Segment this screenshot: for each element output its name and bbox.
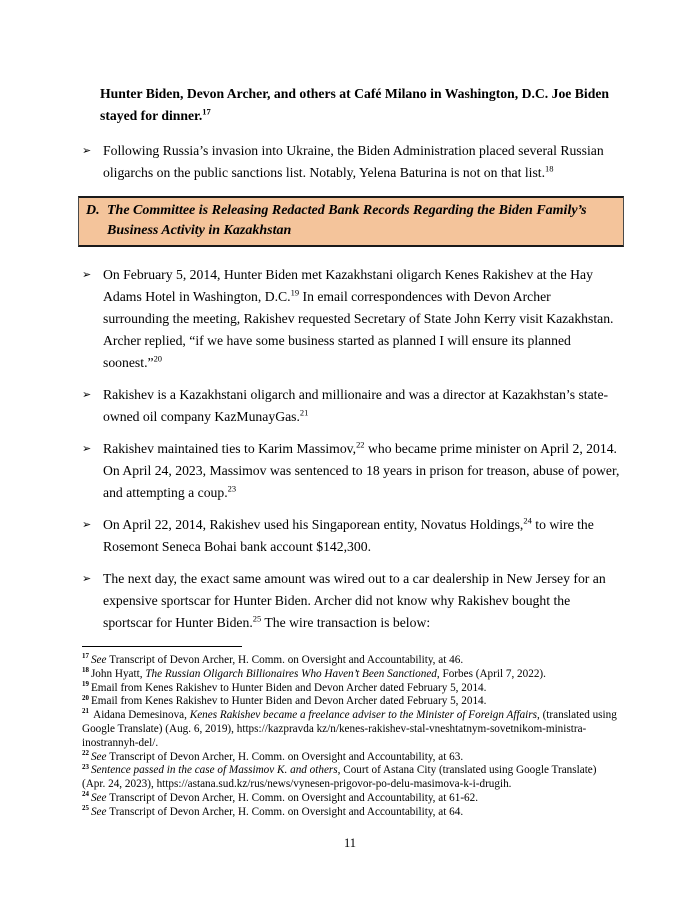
bullet-text: The next day, the exact same amount was wired out to a car dealership in New Jersey for an expensive sportscar for Hunter Biden. Archer did not know why Rakishev bought the sportscar for Hunter Biden.$^{25}$ The wire transaction is below: bbox=[103, 571, 606, 630]
footnote-item bbox=[82, 695, 622, 709]
section-header-label: D. bbox=[86, 203, 100, 218]
bullet-arrow-icon: ➢ bbox=[82, 572, 92, 585]
footnote-item bbox=[82, 668, 622, 682]
bullet-text: Rakishev is a Kazakhstani oligarch and millionaire and was a director at Kazakhstan’s state-owned oil company KazMunayGas.$^{21}$ bbox=[103, 387, 609, 424]
bullet-arrow-icon: ➢ bbox=[82, 388, 92, 401]
footnote-text: John Hyatt, The Russian Oligarch Billionaires Who Haven’t Been Sanctioned, Forbes (April 7, 2022). bbox=[90, 667, 546, 680]
bullet-text: On February 5, 2014, Hunter Biden met Kazakhstani oligarch Kenes Rakishev at the Hay Adams Hotel in Washington, D.C.$^{19}$ In email correspondences with Devon Archer surrounding the meeting, Rakishev requested Secretary of State John Kerry visit Kazakhstan. Archer replied, “if we have some business started as planned I will ensure its planned soonest.”$^{20}$ bbox=[103, 267, 614, 370]
footnote-number: 20 bbox=[82, 693, 89, 702]
lead-paragraph: Hunter Biden, Devon Archer, and others at Café Milano in Washington, D.C. Joe Biden stayed for dinner.$^{17}$ bbox=[100, 86, 610, 123]
main-bullet-list bbox=[82, 264, 620, 634]
bullet-arrow-icon: ➢ bbox=[82, 518, 92, 531]
footnote-text: Email from Kenes Rakishev to Hunter Biden and Devon Archer dated February 5, 2014. bbox=[90, 695, 487, 708]
footnote-separator bbox=[82, 646, 242, 647]
bullet-item bbox=[82, 140, 620, 184]
bullet-text: Following Russia’s invasion into Ukraine, the Biden Administration placed several Russian oligarchs on the public sanctions list. Notably, Yelena Baturina is not on that list.$^{18}$ bbox=[103, 143, 604, 180]
footnote-list bbox=[82, 654, 622, 820]
section-header bbox=[78, 196, 624, 247]
footnote-text: See Transcript of Devon Archer, H. Comm. on Oversight and Accountability, at 61-62. bbox=[90, 791, 479, 804]
bullet-arrow-icon: ➢ bbox=[82, 442, 92, 455]
footnote-item bbox=[82, 654, 622, 668]
page-number: 11 bbox=[343, 836, 357, 850]
footnote-text: See Transcript of Devon Archer, H. Comm. on Oversight and Accountability, at 63. bbox=[90, 750, 464, 763]
footnote-number: 18 bbox=[82, 666, 89, 675]
bullet-item bbox=[82, 264, 620, 374]
bullet-item bbox=[82, 568, 620, 634]
footnote-item bbox=[82, 679, 622, 696]
bullet-text: On April 22, 2014, Rakishev used his Singaporean entity, Novatus Holdings,$^{24}$ to wire the Rosemont Seneca Bohai bank account $142,300. bbox=[103, 515, 594, 554]
footnote-number: 23 bbox=[82, 762, 89, 771]
footnote-text: See Transcript of Devon Archer, H. Comm. on Oversight and Accountability, at 46. bbox=[90, 654, 464, 666]
footnote-item bbox=[82, 792, 622, 806]
footnote-number: 21 bbox=[82, 707, 89, 716]
bullet-item bbox=[82, 514, 620, 558]
footnote-item bbox=[82, 764, 622, 792]
footnote-item bbox=[82, 748, 622, 765]
document-body bbox=[82, 83, 620, 644]
footnote-number: 19 bbox=[82, 679, 89, 688]
intro-bullet-list bbox=[82, 140, 620, 184]
footnote-number: 24 bbox=[82, 790, 89, 799]
footnote-number: 22 bbox=[82, 748, 89, 757]
footnote-item bbox=[82, 806, 622, 820]
footnote-item bbox=[82, 709, 622, 750]
bullet-arrow-icon: ➢ bbox=[82, 268, 92, 281]
bullet-arrow-icon: ➢ bbox=[82, 144, 92, 157]
footnote-text: Sentence passed in the case of Massimov K. and others, Court of Astana City (translated using Google Translate) (Apr. 24, 2023), https://astana.sud.kz/rus/news/vynesen-prigovor-po-delu-masimova-k-i-drugih. bbox=[82, 764, 597, 791]
footnote-text: Email from Kenes Rakishev to Hunter Biden and Devon Archer dated February 5, 2014. bbox=[90, 681, 487, 694]
bullet-item bbox=[82, 438, 620, 504]
footnote-number: 17 bbox=[82, 652, 89, 661]
bullet-item bbox=[82, 384, 620, 428]
footnote-number: 25 bbox=[82, 804, 89, 813]
section-header-text: The Committee is Releasing Redacted Bank Records Regarding the Biden Family’s Business Activity in Kazakhstan bbox=[107, 203, 587, 238]
bullet-text: Rakishev maintained ties to Karim Massimov,$^{22}$ who became prime minister on April 2, 2014. On April 24, 2023, Massimov was sentenced to 18 years in prison for treason, abuse of power, and attempting a coup.$^{23}$ bbox=[103, 439, 620, 500]
footnote-section bbox=[82, 646, 622, 820]
footnote-text: Aidana Demesinova, Kenes Rakishev became a freelance adviser to the Minister of Foreign Affairs, (translated using Google Translate) (Aug. 6, 2019), https://kazpravda kz/n/kenes-rakishev-stal-vneshtatnym-sovetnikom-ministra-inostrannyh-del/. bbox=[82, 709, 617, 749]
footnote-text: See Transcript of Devon Archer, H. Comm. on Oversight and Accountability, at 64. bbox=[90, 805, 464, 818]
